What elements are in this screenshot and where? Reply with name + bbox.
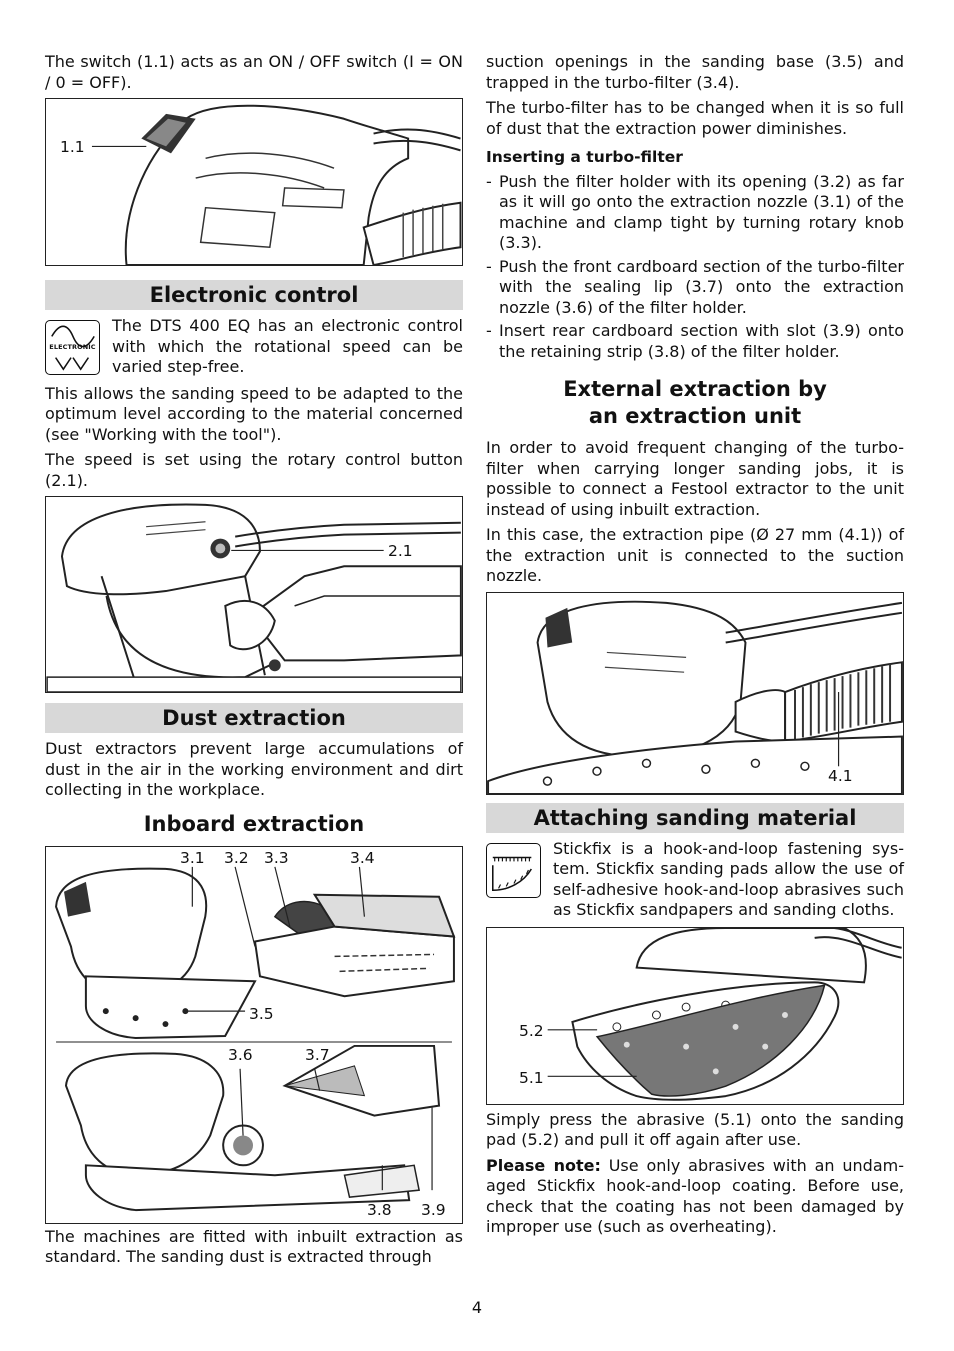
stickfix-icon [486,843,541,898]
switch-intro-text: The switch (1.1) acts as an ON / OFF switch (I = ON / 0 = OFF). [45,52,463,92]
note-label: Please note: [486,1155,601,1175]
inserting-step: - Insert rear cardboard section with slot (3.9) onto the retaining strip (3.8) of the filter holder. [486,321,904,362]
label-5-2: 5.2 [519,1021,544,1040]
electronic-text-2: This allows the sanding speed to be adapted to the optimum level according to the material concerned (see "Working with the tool"). [45,383,463,444]
electronic-icon-row [45,316,463,378]
external-text-1: In order to avoid frequent changing of the turbo-filter when carrying longer sanding jobs, it is possible to connect a Festool extractor to the unit instead of using inbuilt extraction. [486,438,904,519]
heading-inboard-extraction: Inboard extraction [143,811,365,836]
right-column [486,52,904,1243]
sander-switch-illustration [46,99,462,265]
heading-external-extraction [486,376,904,430]
label-4-1: 4.1 [828,766,853,785]
figure-rotary-control [45,496,463,693]
label-2-1: 2.1 [388,542,413,560]
external-extraction-illustration [487,593,903,794]
electronic-icon-text: ELECTRONIC [49,343,96,351]
label-3-9: 3.9 [421,1200,446,1219]
label-3-4: 3.4 [350,848,375,867]
electronic-text-3: The speed is set using the rotary control button (2.1). [45,450,463,490]
inboard-extraction-illustration [46,847,462,1223]
heading-external-line-1: External extraction by [563,377,827,401]
press-abrasive-text: Simply press the abrasive (5.1) onto the sanding pad (5.2) and pull it off again after use. [486,1109,904,1149]
figure-sanding-material [486,927,904,1105]
label-3-3: 3.3 [264,848,289,867]
figure-inboard-extraction [45,846,463,1224]
left-column [45,52,463,1273]
inserting-step: - Push the front cardboard section of the turbo-filter with the sealing lip (3.7) onto the extraction nozzle (3.6) of the filter holder. [486,257,904,319]
label-3-2: 3.2 [224,848,249,867]
stickfix-text: Stickfix is a hook-and-loop fastening sys-tem. Stickfix sanding pads allow the use of self-adhesive hook-and-loop abrasives such as Stickfix sandpapers and sanding cloths. [553,838,904,919]
note-text: Use only abrasives with an undam-aged Stickfix hook-and-loop coating. Before use, check that the coating has not been damaged by improper use (such as overheating). [486,1155,904,1236]
label-3-1: 3.1 [180,848,205,867]
electronic-text-1: The DTS 400 EQ has an electronic control with which the rotational speed can be varied step-free. [112,316,463,376]
label-1-1: 1.1 [60,138,85,156]
turbo-filter-change-text: The turbo-filter has to be changed when it is so full of dust that the extraction power diminishes. [486,98,904,138]
sander-rotary-illustration [46,497,462,692]
label-5-1: 5.1 [519,1068,544,1087]
inserting-step: - Push the filter holder with its opening (3.2) as far as it will go onto the extraction nozzle (3.1) of the machine and clamp tight by turning rotary knob (3.3). [486,172,904,254]
continued-text: suction openings in the sanding base (3.5) and trapped in the turbo-filter (3.4). [486,52,904,92]
label-3-6: 3.6 [228,1045,253,1064]
page-number: 4 [471,1298,483,1317]
label-3-7: 3.7 [305,1045,330,1064]
stickfix-icon-row [486,839,904,921]
figure-switch [45,98,463,266]
heading-inserting-turbo-filter: Inserting a turbo-filter [486,148,683,166]
heading-dust-extraction: Dust extraction [45,703,463,733]
heading-external-line-2: an extraction unit [588,404,802,428]
inserting-steps-list [486,172,904,363]
external-text-2: In this case, the extraction pipe (Ø 27 mm (4.1)) of the extraction unit is connected to the suction nozzle. [486,525,904,585]
electronic-icon [45,320,100,375]
heading-electronic-control: Electronic control [45,280,463,310]
sanding-material-illustration [487,928,903,1104]
label-3-5: 3.5 [249,1004,274,1023]
dust-text: Dust extractors prevent large accumulations of dust in the air in the working environment and dirt collecting in the workplace. [45,739,463,799]
inboard-text: The machines are fitted with inbuilt extraction as standard. The sanding dust is extracted through [45,1226,463,1266]
label-3-8: 3.8 [367,1200,392,1219]
note-paragraph [486,1156,904,1238]
heading-attaching-sanding-material: Attaching sanding material [486,803,904,833]
figure-external-extraction [486,592,904,795]
